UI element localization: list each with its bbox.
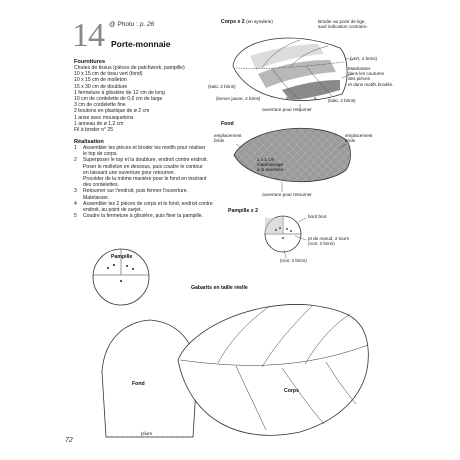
label-fond-center-line: 1 x 1 cm — [257, 157, 275, 162]
label-matelasser-line: des pièces — [348, 76, 370, 82]
supply-item: 15 x 30 cm de doublure — [74, 83, 128, 90]
label-noeud-line: (noir, 2 brins) — [308, 241, 335, 247]
leader-line — [298, 218, 306, 222]
label-emplacement-line: emplacement — [214, 133, 242, 138]
knot-dot — [113, 264, 115, 266]
label-matelasser-line: Matelasser — [348, 66, 371, 71]
pampille-shade — [265, 218, 283, 234]
label-emplacement-right — [345, 133, 373, 143]
step-number: 2 — [74, 157, 77, 164]
fond-shape — [234, 128, 351, 181]
fond-title: Fond — [221, 121, 234, 127]
step-line: Procéder de la même manière pour le fond en insérant — [83, 176, 207, 183]
step-line: Matelasser. — [83, 194, 110, 201]
photo-reference-prefix: @ Photo : — [109, 21, 139, 28]
knot-dot — [290, 230, 292, 232]
supply-item: 1 fermeture à glissière de 12 cm de long — [74, 89, 165, 96]
step-line: Coudre la fermeture à glissière, puis fixer la pampille. — [83, 213, 204, 220]
page-title: Porte-monnaie — [111, 39, 171, 49]
step-line: des cordelettes. — [83, 182, 119, 189]
template-fond-outline — [102, 320, 197, 437]
corps-title-note: (en symétrie) — [246, 19, 273, 24]
knot-dot — [126, 265, 128, 267]
template-fold-label: pliure — [141, 431, 153, 436]
label-fond-center — [257, 157, 283, 173]
supply-item: Fil à broder n° 25 — [74, 127, 114, 134]
label-lemon: (lemon jaune, 2 brins) — [216, 96, 261, 101]
step-line: Retourner sur l'endroit, puis fermer l'ouverture. — [83, 188, 188, 195]
label-fond-center-line: à la machine — [257, 167, 284, 173]
label-vert: (vert, 4 brins) — [350, 56, 378, 61]
pampille-diagram — [265, 216, 306, 258]
label-kaki-right: (kaki, 2 brins) — [328, 98, 356, 103]
label-emplacement-line: bride — [214, 138, 225, 144]
supply-item: 1 anse avec mousquetons — [74, 114, 134, 121]
step-line: Superposer le top et la doublure, endroit contre endroit. — [83, 157, 208, 164]
supply-item: 10 cm de cordelette de 0,6 cm de large — [74, 96, 163, 103]
label-noeud-line: pt de noeud, 2 tours — [308, 236, 349, 241]
template-corps-label: Corps — [284, 388, 299, 394]
step-line: Assembler les pièces et broder les motifs pour réaliser — [83, 145, 206, 151]
label-emplacement-line: emplacement — [345, 133, 373, 138]
fond-diagram — [234, 128, 351, 192]
label-matelasser-line: dans les coutures — [348, 71, 385, 77]
label-bord-brut: bord brut — [308, 214, 327, 219]
supplies-heading: Fournitures — [74, 59, 106, 65]
page-number: 72 — [65, 437, 73, 444]
supply-item: 10 x 15 cm de molleton — [74, 77, 127, 84]
label-noeud — [308, 236, 349, 246]
label-emplacement-left — [214, 133, 242, 143]
label-corps-opening: ouverture pour retourner — [262, 107, 312, 112]
template-fond-label: Fond — [132, 381, 145, 387]
template-corps-outline — [178, 304, 368, 435]
label-5b: 5 — [314, 96, 317, 101]
step-line: Poser le molleton en dessous, puis coudre le contour — [83, 163, 203, 170]
knot-dot — [120, 280, 122, 282]
step-number: 1 — [74, 145, 77, 151]
supply-item: 10 x 15 cm de tissu vert (fond) — [74, 71, 143, 78]
step-line: le top de corps. — [83, 151, 118, 158]
step-number: 5 — [74, 213, 77, 220]
template-fond — [102, 320, 197, 437]
label-fond-center-line: matelassage — [257, 162, 284, 168]
step-line: endroit, au point de surjet. — [83, 207, 142, 214]
supply-item: Chutes de tissus (pièces de patchwork, pampille) — [74, 65, 185, 71]
recipe-number: 14 — [72, 17, 104, 54]
knot-dot — [282, 237, 284, 239]
photo-reference-page: p. 26 — [139, 21, 155, 28]
embroidery-note-line: sauf indication contraire. — [318, 24, 368, 30]
label-matelasser — [348, 66, 393, 87]
knot-dot — [286, 228, 288, 230]
templates-heading: Gabarits en taille réelle — [191, 285, 248, 291]
supply-item: 1 anneau de ø 1,2 cm — [74, 120, 124, 127]
embroidery-note-line: Broder au point de tige, — [318, 19, 366, 24]
supply-item: 3 cm de cordelette fine — [74, 102, 126, 109]
corps-title — [221, 19, 273, 25]
supply-item: 2 boutons en plastique de ø 2 cm — [74, 108, 150, 115]
template-corps — [178, 304, 368, 435]
step-number: 4 — [74, 200, 77, 207]
knot-dot — [279, 227, 281, 229]
label-fond-opening: ouverture pour retourner — [262, 192, 312, 197]
label-emplacement-line: bride — [345, 138, 356, 144]
template-pampille-label: Pampille — [111, 254, 133, 260]
knot-dot — [132, 268, 134, 270]
pampille-diagram-title: Pampille x 2 — [228, 208, 258, 214]
label-noir: (noir, 2 brins) — [280, 258, 307, 263]
label-matelasser-line: et dans motifs brodés. — [348, 81, 394, 87]
embroidery-note — [318, 19, 368, 29]
step-number: 3 — [74, 188, 77, 195]
label-5a: 5 — [286, 96, 289, 101]
step-line: Assembler les 2 pièces de corps et le fond, endroit contre — [83, 200, 213, 207]
step-line: en laissant une ouverture pour retourner. — [83, 169, 176, 176]
label-kaki-left: (kaki, 2 brins) — [208, 84, 236, 89]
corps-title-text: Corps x 2 — [221, 19, 245, 25]
knot-dot — [107, 267, 109, 269]
instructions-heading: Réalisation — [74, 139, 104, 145]
knot-dot — [275, 229, 277, 231]
